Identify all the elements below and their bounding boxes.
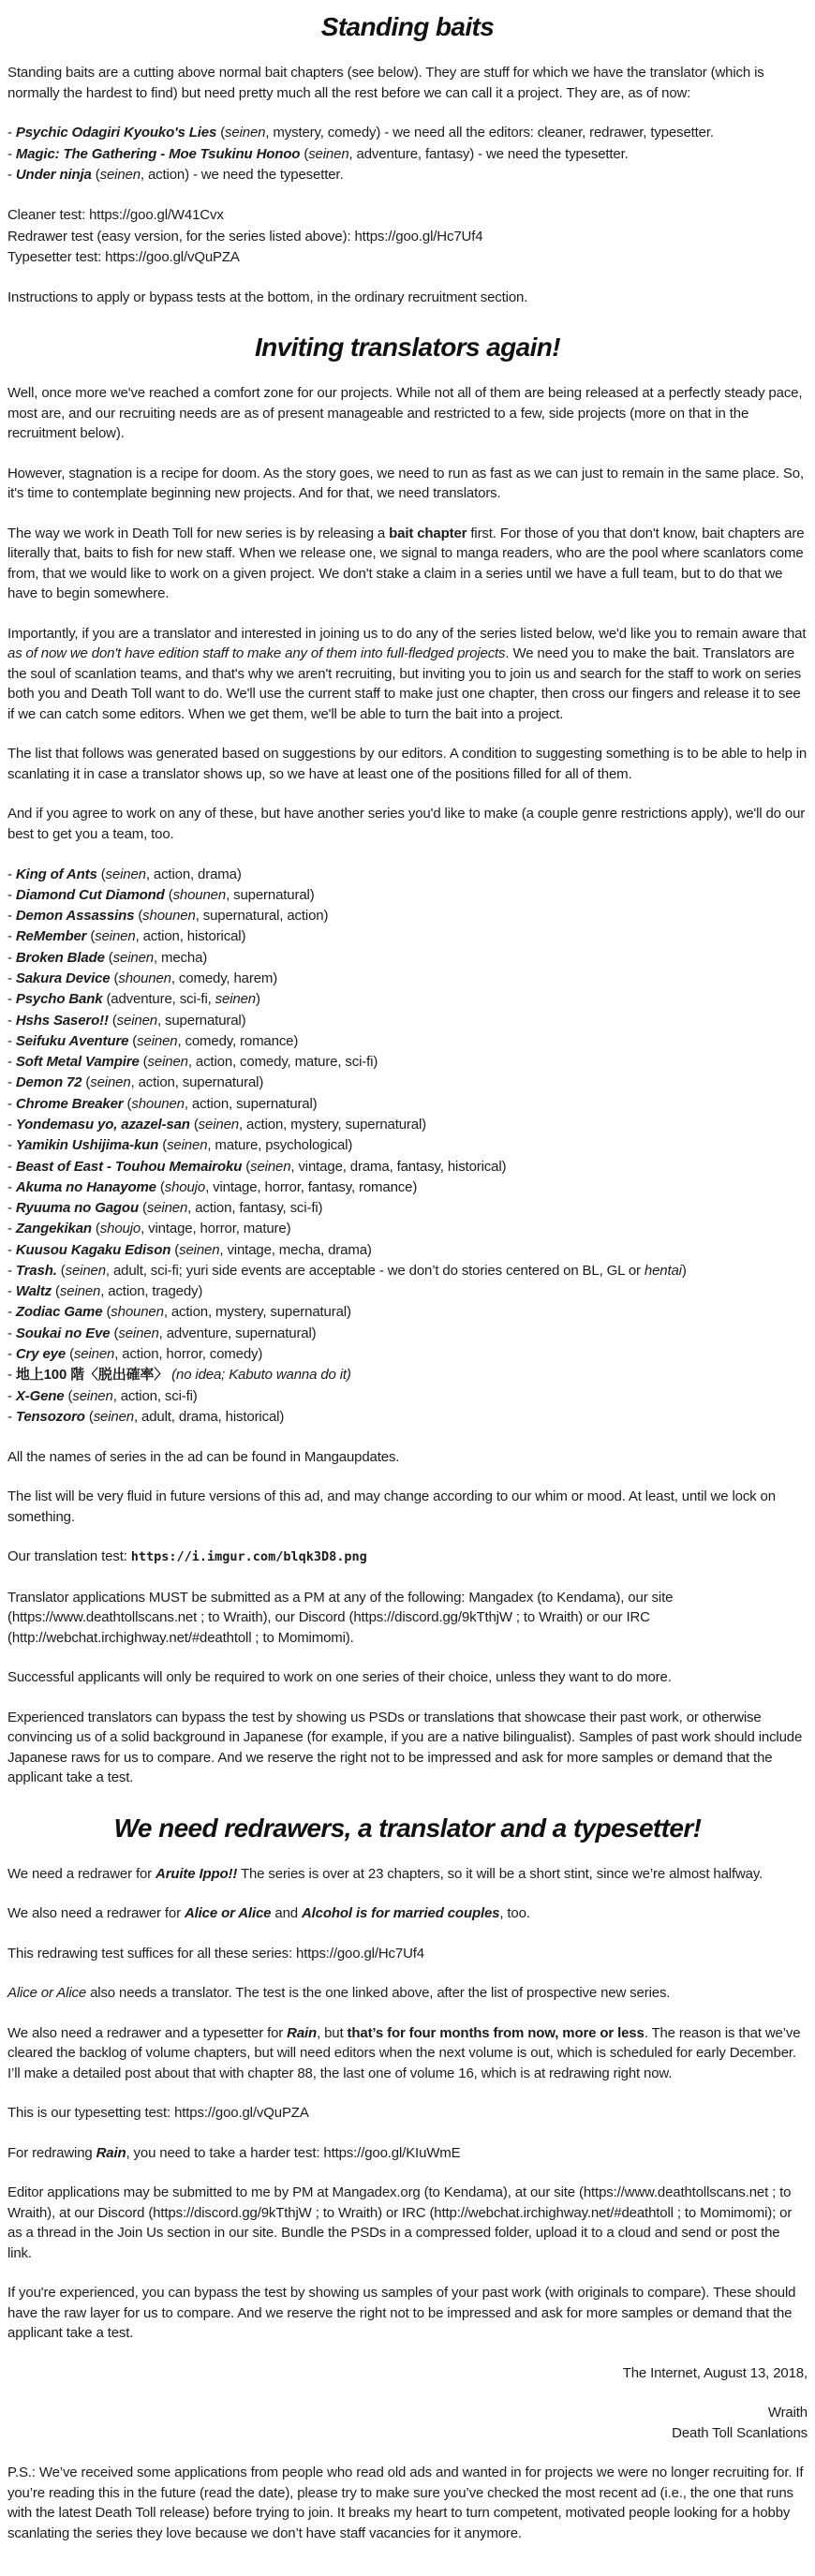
series-item: - Psycho Bank (adventure, sci-fi, seinen): [7, 991, 260, 1008]
series-item: - Yamikin Ushijima-kun (seinen, mature, psychological): [7, 1137, 353, 1154]
alice-translator-note: Alice or Alice also needs a translator. The test is the one linked above, after the list of prospective new series.: [7, 1985, 671, 2002]
comfort-zone-paragraph: Well, once more we've reached a comfort zone for our projects. While not all of them are being released at a perfectly steady pace, most are, and our recruiting needs are as of present manageable and restricted to a few, side projects (more on that in the recruitment below).: [7, 385, 803, 442]
rain-harder-test-link: For redrawing Rain, you need to take a harder test: https://goo.gl/KIuWmE: [7, 2144, 461, 2161]
series-item: - Demon Assassins (shounen, supernatural, action): [7, 908, 329, 925]
inviting-translators-title: Inviting translators again!: [254, 333, 561, 363]
signature-name: Wraith: [767, 2405, 808, 2421]
series-item: - Ryuuma no Gagou (seinen, action, fantasy, sci-fi): [7, 1200, 323, 1217]
series-item: - King of Ants (seinen, action, drama): [7, 866, 242, 882]
series-item: - ReMember (seinen, action, historical): [7, 928, 246, 945]
series-item: - Seifuku Aventure (seinen, comedy, romance): [7, 1032, 299, 1049]
editor-test-links: [7, 205, 808, 268]
standing-baits-list: [7, 123, 808, 185]
list-origin-paragraph: The list that follows was generated based on suggestions by our editors. A condition to suggesting something is to be able to help in scanlating it in case a translator shows up, so we have at least one of the positions filled for all of them.: [7, 746, 808, 782]
series-item: - Demon 72 (seinen, action, supernatural): [7, 1074, 264, 1091]
series-item: - Akuma no Hanayome (shoujo, vintage, horror, fantasy, romance): [7, 1178, 418, 1195]
bait-chapter-paragraph: The way we work in Death Toll for new series is by releasing a bait chapter first. For those of you that don't know, bait chapters are literally that, baits to fish for new staff. When we release one, we signal to manga readers, who are the pool where scanlators come from, that we would like to work on a given project. We don't stake a claim in a series until we have a full team, but to do that we have to begin somewhere.: [7, 525, 805, 602]
translator-applications-paragraph: Translator applications MUST be submitted as a PM at any of the following: Mangadex (to Kendama), our site (https://www.deathtollscans.net ; to Wraith), our Discord (https://discord.gg/9kTthjW ; to Wraith) or our IRC (http://webchat.irchighway.net/#deathtoll ; to Momimomi).: [7, 1589, 674, 1646]
other-series-paragraph: And if you agree to work on any of these, but have another series you'd like to make (a couple genre restrictions apply), we'll do our best to get you a team, too.: [7, 806, 806, 842]
redrawing-test-link: This redrawing test suffices for all these series: https://goo.gl/Hc7Uf4: [7, 1945, 424, 1962]
postscript-paragraph: P.S.: We’ve received some applications from people who read old ads and wanted in for projects we were no longer recruiting for. If you’re reading this in the future (read the date), please try to make sure you’ve checked the most recent ad (i.e., the one that runs with the latest Death Toll release) before trying to join. It breaks my heart to turn competent, motivated people looking for a hobby scanlating the series they love because we don’t have staff vacancies for it anymore.: [7, 2465, 804, 2541]
series-item: - Soukai no Eve (seinen, adventure, supernatural): [7, 1325, 317, 1341]
series-item: - Sakura Device (shounen, comedy, harem): [7, 970, 278, 986]
series-item: - Beast of East - Touhou Memairoku (seinen, vintage, drama, fantasy, historical): [7, 1158, 507, 1175]
aruite-ippo-paragraph: We need a redrawer for Aruite Ippo!! The series is over at 23 chapters, so it will be a short stint, since we’re almost halfway.: [7, 1865, 763, 1882]
signature-block: [7, 2403, 808, 2443]
series-item: - Zangekikan (shoujo, vintage, horror, mature): [7, 1221, 291, 1237]
series-item: - X-Gene (seinen, action, sci-fi): [7, 1387, 198, 1404]
bait-series-item: - Magic: The Gathering - Moe Tsukinu Honoo (seinen, adventure, fantasy) - we need the typesetter.: [7, 145, 629, 162]
successful-applicants-note: Successful applicants will only be required to work on one series of their choice, unless they want to do more.: [7, 1669, 672, 1686]
editor-applications-paragraph: Editor applications may be submitted to me by PM at Mangadex.org (to Kendama), at our site (https://www.deathtollscans.net ; to Wraith), at our Discord (https://discord.gg/9kTthjW ; to Wraith) or IRC (http://webchat.irchighway.net/#deathtoll ; to Momimomi); or as a thread in the Join Us section in our site. Bundle the PSDs in a compressed folder, upload it to a cloud and send or post the link.: [7, 2184, 793, 2261]
signature-group: Death Toll Scanlations: [672, 2424, 808, 2441]
standing-baits-title: Standing baits: [320, 12, 495, 41]
test-link-line: Cleaner test: https://goo.gl/W41Cvx: [7, 207, 224, 224]
series-item: - Tensozoro (seinen, adult, drama, historical): [7, 1408, 285, 1425]
rain-paragraph: We also need a redrawer and a typesetter for Rain, but that’s for four months from now, more or less. The reason is that we’ve cleared the backlog of volume chapters, but will need editors when the next volume is out, which is scheduled for early December. I’ll make a detailed post about that with chapter 88, the last one of volume 16, which is at redrawing right now.: [7, 2024, 801, 2081]
signature-date: The Internet, August 13, 2018,: [622, 2364, 808, 2381]
typesetting-test-link: This is our typesetting test: https://goo.gl/vQuPZA: [7, 2105, 309, 2122]
importantly-paragraph: Importantly, if you are a translator and interested in joining us to do any of the series listed below, we'd like you to remain aware that as of now we don't have edition staff to make any of them into full-fledged projects. We need you to make the bait. Translators are the soul of scanlation teams, and that's why we aren't recruiting, but inviting you to join us and search for the staff to work on series both you and Death Toll want to do. We'll use the current staff to make just one chapter, then cross our fingers and release it to see if we can catch some editors. When we get them, we'll be able to turn the bait into a project.: [7, 625, 807, 722]
alice-alcohol-paragraph: We also need a redrawer for Alice or Alice and Alcohol is for married couples, too.: [7, 1905, 530, 1922]
translation-test-link: Our translation test: https://i.imgur.com/blqk3D8.png: [7, 1548, 367, 1565]
bait-series-item: - Under ninja (seinen, action) - we need the typesetter.: [7, 166, 344, 183]
mangaupdates-note: All the names of series in the ad can be found in Mangaupdates.: [7, 1448, 400, 1465]
series-item: - Broken Blade (seinen, mecha): [7, 949, 208, 966]
test-link-line: Typesetter test: https://goo.gl/vQuPZA: [7, 248, 240, 265]
series-item: - Soft Metal Vampire (seinen, action, comedy, mature, sci-fi): [7, 1054, 378, 1071]
bait-series-item: - Psychic Odagiri Kyouko's Lies (seinen, mystery, comedy) - we need all the editors: cleaner, redrawer, typesetter.: [7, 125, 714, 141]
editor-bypass-note: If you're experienced, you can bypass the test by showing us samples of your past work (with originals to compare). These should have the raw layer for us to compare. And we reserve the right not to be impressed and ask for more samples or demand that the applicant take a test.: [7, 2285, 796, 2342]
test-link-line: Redrawer test (easy version, for the series listed above): https://goo.gl/Hc7Uf4: [7, 228, 483, 244]
we-need-redrawers-title: We need redrawers, a translator and a typesetter!: [113, 1813, 702, 1843]
prospective-series-list: [7, 864, 808, 1428]
series-item: - Hshs Sasero!! (seinen, supernatural): [7, 1012, 246, 1029]
series-item: - Diamond Cut Diamond (shounen, supernatural): [7, 886, 315, 903]
series-item: - Cry eye (seinen, action, horror, comedy): [7, 1346, 263, 1363]
series-item: - Trash. (seinen, adult, sci-fi; yuri side events are acceptable - we don’t do stories centered on BL, GL or hentai): [7, 1262, 687, 1279]
series-item: - 地上100 階〈脱出確率〉 (no idea; Kabuto wanna do it): [7, 1367, 351, 1384]
series-item: - Yondemasu yo, azazel-san (seinen, action, mystery, supernatural): [7, 1116, 426, 1133]
series-item: - Kuusou Kagaku Edison (seinen, vintage, mecha, drama): [7, 1241, 372, 1258]
series-item: - Waltz (seinen, action, tragedy): [7, 1283, 203, 1300]
series-item: - Chrome Breaker (shounen, action, supernatural): [7, 1095, 318, 1112]
standing-baits-intro: Standing baits are a cutting above normal bait chapters (see below). They are stuff for which we have the translator (which is normally the hardest to find) but need pretty much all the rest before we can call it a project. They are, as of now:: [7, 65, 764, 101]
test-instructions-note: Instructions to apply or bypass tests at the bottom, in the ordinary recruitment section.: [7, 289, 528, 305]
fluid-list-note: The list will be very fluid in future versions of this ad, and may change according to our whim or mood. At least, until we lock on something.: [7, 1488, 776, 1525]
translator-bypass-note: Experienced translators can bypass the test by showing us PSDs or translations that showcase their past work, or otherwise convincing us of a solid background in Japanese (for example, if you are a native bilingualist). Samples of past work should include Japanese raws for us to compare. And we reserve the right not to be impressed and ask for more samples or demand that the applicant take a test.: [7, 1709, 803, 1786]
stagnation-paragraph: However, stagnation is a recipe for doom. As the story goes, we need to run as fast as we can just to remain in the same place. So, it's time to contemplate beginning new projects. And for that, we need translators.: [7, 465, 804, 502]
series-item: - Zodiac Game (shounen, action, mystery, supernatural): [7, 1304, 351, 1321]
